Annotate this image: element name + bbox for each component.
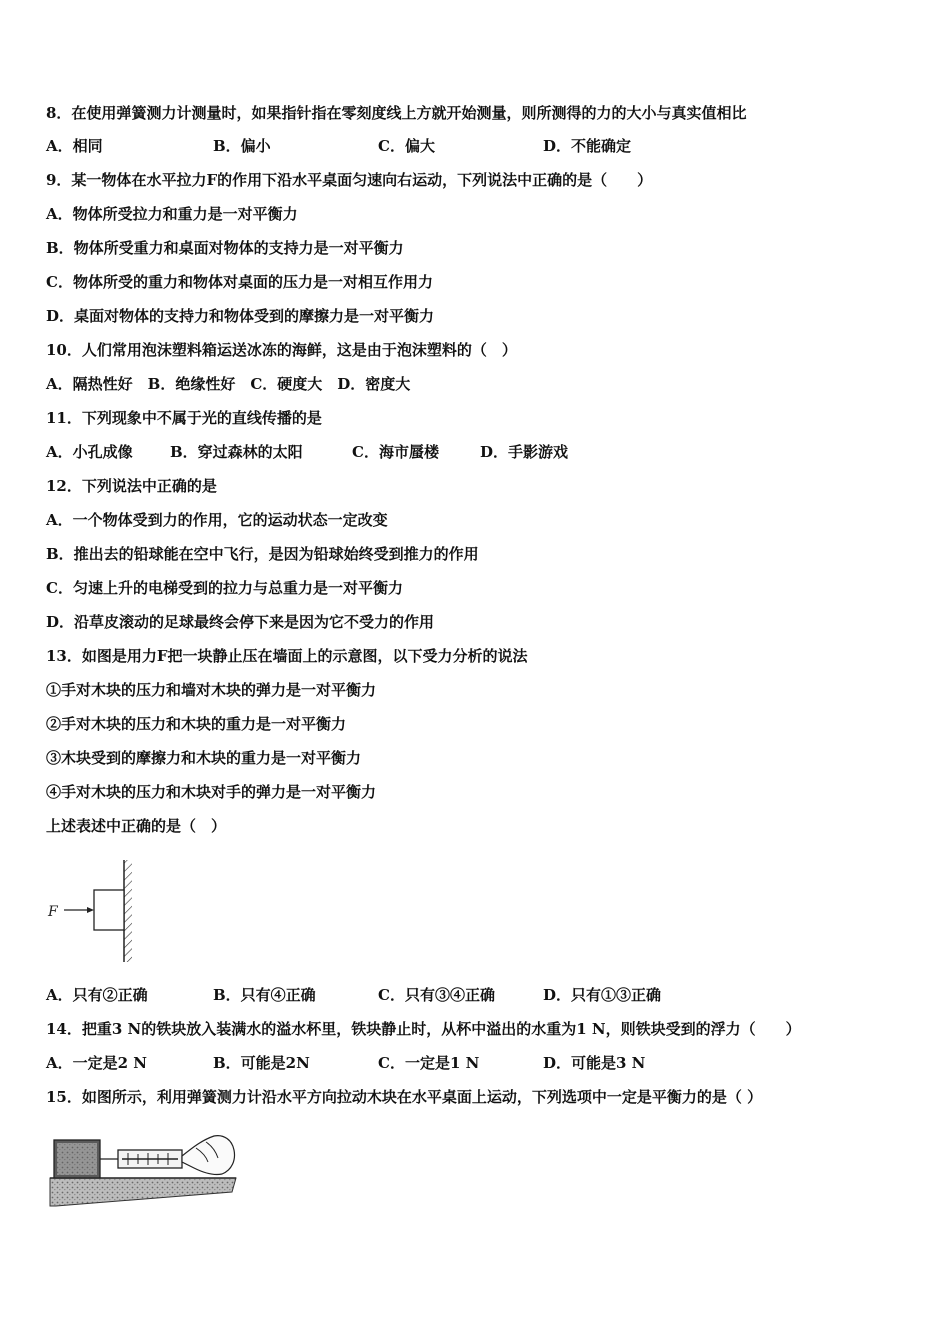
q13-statement-3: ③木块受到的摩擦力和木块的重力是一对平衡力 bbox=[46, 749, 362, 767]
q11-option-d: D．手影游戏 bbox=[480, 443, 569, 461]
q13-option-a: A．只有②正确 bbox=[46, 986, 148, 1004]
wall-hatching bbox=[124, 860, 132, 962]
q9-option-b: B．物体所受重力和桌面对物体的支持力是一对平衡力 bbox=[46, 239, 404, 257]
q15-figure bbox=[46, 1126, 242, 1208]
q11-option-b: B．穿过森林的太阳 bbox=[170, 443, 303, 461]
q9-option-d: D．桌面对物体的支持力和物体受到的摩擦力是一对平衡力 bbox=[46, 307, 435, 325]
hand bbox=[182, 1136, 235, 1175]
q8-stem: 8．在使用弹簧测力计测量时，如果指针指在零刻度线上方就开始测量，则所测得的力的大小与真实值相比 bbox=[46, 104, 747, 122]
q14-stem: 14．把重3 N的铁块放入装满水的溢水杯里，铁块静止时，从杯中溢出的水重为1 N，则铁块受到的浮力（ ） bbox=[46, 1020, 801, 1038]
q8-option-b: B．偏小 bbox=[213, 137, 271, 155]
q11-stem: 11．下列现象中不属于光的直线传播的是 bbox=[46, 409, 322, 427]
q9-option-a: A．物体所受拉力和重力是一对平衡力 bbox=[46, 205, 298, 223]
q9-option-c: C．物体所受的重力和物体对桌面的压力是一对相互作用力 bbox=[46, 273, 433, 291]
q11-option-a: A．小孔成像 bbox=[46, 443, 133, 461]
q12-option-d: D．沿草皮滚动的足球最终会停下来是因为它不受力的作用 bbox=[46, 613, 435, 631]
q14-option-d: D．可能是3 N bbox=[543, 1054, 646, 1072]
q15-stem: 15．如图所示，利用弹簧测力计沿水平方向拉动木块在水平桌面上运动，下列选项中一定是平衡力的是（ ） bbox=[46, 1088, 763, 1106]
q9-stem: 9．某一物体在水平拉力F的作用下沿水平桌面匀速向右运动，下列说法中正确的是（ ） bbox=[46, 171, 653, 189]
q14-option-a: A．一定是2 N bbox=[46, 1054, 148, 1072]
q12-option-a: A．一个物体受到力的作用，它的运动状态一定改变 bbox=[46, 511, 388, 529]
q13-statement-4: ④手对木块的压力和木块对手的弹力是一对平衡力 bbox=[46, 783, 377, 801]
q13-statement-2: ②手对木块的压力和木块的重力是一对平衡力 bbox=[46, 715, 347, 733]
force-label: F bbox=[48, 904, 58, 920]
q13-question: 上述表述中正确的是（ ） bbox=[46, 817, 227, 835]
q13-option-c: C．只有③④正确 bbox=[378, 986, 495, 1004]
q8-option-a: A．相同 bbox=[46, 137, 103, 155]
q12-option-c: C．匀速上升的电梯受到的拉力与总重力是一对平衡力 bbox=[46, 579, 403, 597]
q10-stem: 10．人们常用泡沫塑料箱运送冰冻的海鲜，这是由于泡沫塑料的（ ） bbox=[46, 341, 517, 359]
force-arrow-head bbox=[87, 907, 94, 913]
q8-option-d: D．不能确定 bbox=[543, 137, 632, 155]
q8-option-c: C．偏大 bbox=[378, 137, 435, 155]
q14-option-b: B．可能是2N bbox=[213, 1054, 310, 1072]
q12-stem: 12．下列说法中正确的是 bbox=[46, 477, 217, 495]
q14-option-c: C．一定是1 N bbox=[378, 1054, 480, 1072]
q13-option-d: D．只有①③正确 bbox=[543, 986, 662, 1004]
q10-options: A．隔热性好 B．绝缘性好 C．硬度大 D．密度大 bbox=[46, 375, 411, 393]
q13-figure bbox=[46, 856, 146, 966]
q13-option-b: B．只有④正确 bbox=[213, 986, 316, 1004]
table-surface bbox=[50, 1178, 236, 1206]
spring-scale-diagram bbox=[46, 1126, 242, 1208]
block-texture bbox=[57, 1143, 97, 1175]
wooden-block bbox=[94, 890, 124, 930]
q13-statement-1: ①手对木块的压力和墙对木块的弹力是一对平衡力 bbox=[46, 681, 377, 699]
q13-stem: 13．如图是用力F把一块静止压在墙面上的示意图，以下受力分析的说法 bbox=[46, 647, 528, 665]
q12-option-b: B．推出去的铅球能在空中飞行，是因为铅球始终受到推力的作用 bbox=[46, 545, 479, 563]
block-wall-diagram bbox=[46, 856, 146, 966]
q11-option-c: C．海市蜃楼 bbox=[352, 443, 439, 461]
